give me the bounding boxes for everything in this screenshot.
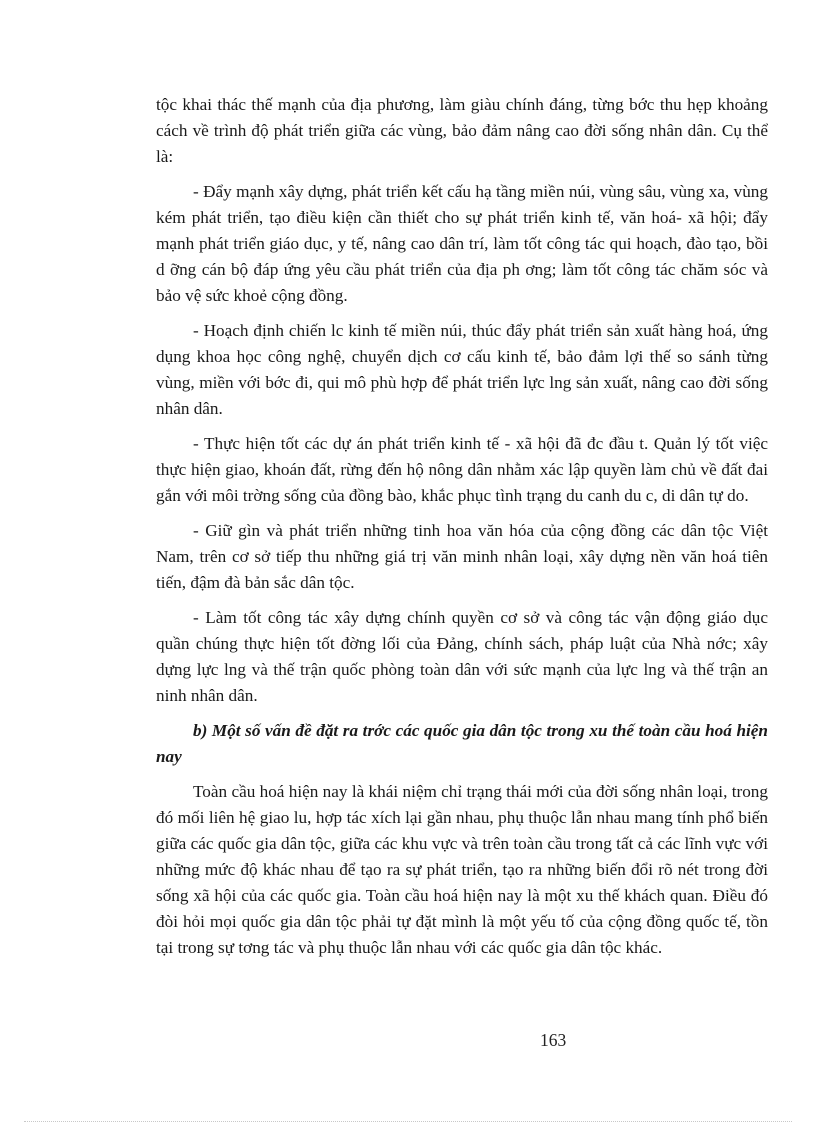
- paragraph-strategy: - Hoạch định chiến lc kinh tế miền núi, thúc đẩy phát triển sản xuất hàng hoá, ứng dụng khoa học công nghệ, chuyển dịch cơ cấu kinh tế, bảo đảm lợi thế so sánh từng vùng, miền với bớc đi, qui mô phù hợp để phát triển lực lng sản xuất, nâng cao đời sống nhân dân.: [156, 321, 768, 418]
- paragraph-infrastructure: - Đẩy mạnh xây dựng, phát triển kết cấu hạ tầng miền núi, vùng sâu, vùng xa, vùng kém phát triển, tạo điều kiện cần thiết cho sự phát triển kinh tế, văn hoá- xã hội; đẩy mạnh phát triển giáo dục, y tế, nâng cao dân trí, làm tốt công tác qui hoạch, đào tạo, bồi d ỡng cán bộ đáp ứng yêu cầu phát triển của địa ph ơng; làm tốt công tác chăm sóc và bảo vệ sức khoẻ cộng đồng.: [156, 182, 768, 305]
- paragraph-globalization: Toàn cầu hoá hiện nay là khái niệm chỉ trạng thái mới của đời sống nhân loại, trong đó mối liên hệ giao lu, hợp tác xích lại gần nhau, phụ thuộc lẫn nhau mang tính phổ biến giữa các quốc gia dân tộc, giữa các khu vực và trên toàn cầu trong tất cả các lĩnh vực với những mức độ khác nhau để tạo ra sự phát triển, tạo ra những biến đổi rõ nét trong đời sống xã hội của các quốc gia. Toàn cầu hoá hiện nay là một xu thế khách quan. Điều đó đòi hỏi mọi quốc gia dân tộc phải tự đặt mình là một yếu tố của cộng đồng quốc tế, tồn tại trong sự tơng tác và phụ thuộc lẫn nhau với các quốc gia dân tộc khác.: [156, 782, 768, 957]
- document-page: [156, 92, 768, 961]
- paragraph-opening: tộc khai thác thế mạnh của địa phương, làm giàu chính đáng, từng bớc thu hẹp khoảng cách về trình độ phát triển giữa các vùng, bảo đảm nâng cao đời sống nhân dân. Cụ thể là:: [156, 95, 768, 166]
- paragraph-projects: - Thực hiện tốt các dự án phát triển kinh tế - xã hội đã đc đầu t. Quản lý tốt việc thực hiện giao, khoán đất, rừng đến hộ nông dân nhằm xác lập quyền làm chủ về đất đai gắn với môi trờng sống của đồng bào, khắc phục tình trạng du canh du c, di dân tự do.: [156, 434, 768, 505]
- paragraph-culture: - Giữ gìn và phát triển những tinh hoa văn hóa của cộng đồng các dân tộc Việt Nam, trên cơ sở tiếp thu những giá trị văn minh nhân loại, xây dựng nền văn hoá tiên tiến, đậm đà bản sắc dân tộc.: [156, 521, 768, 592]
- page-bottom-divider: [24, 1121, 792, 1122]
- paragraph-government: - Làm tốt công tác xây dựng chính quyền cơ sở và công tác vận động giáo dục quần chúng thực hiện tốt đờng lối của Đảng, chính sách, pháp luật của Nhà nớc; xây dựng lực lng và thế trận quốc phòng toàn dân với sức mạnh của lực lng và thế trận an ninh nhân dân.: [156, 608, 768, 705]
- section-heading: b) Một số vấn đề đặt ra trớc các quốc gia dân tộc trong xu thế toàn cầu hoá hiện nay: [156, 721, 768, 766]
- page-number: 163: [540, 1030, 567, 1050]
